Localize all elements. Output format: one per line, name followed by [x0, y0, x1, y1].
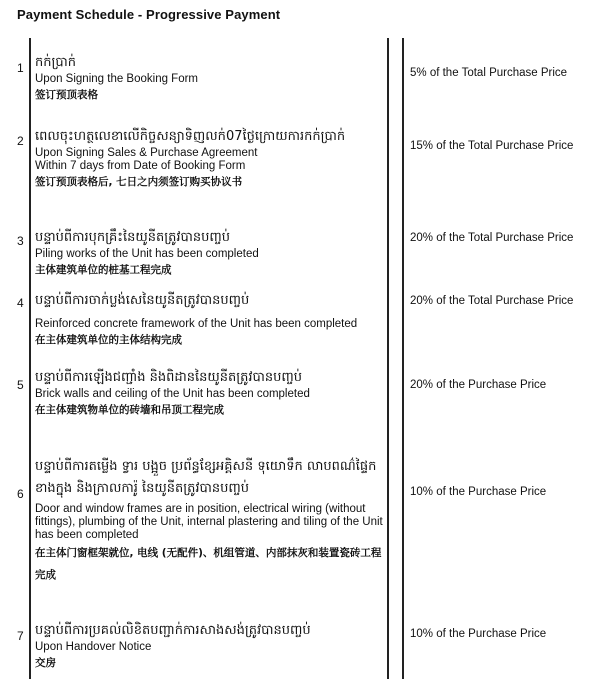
row-description — [35, 367, 385, 419]
english-text: Reinforced concrete framework of the Unit has been completed — [35, 318, 358, 330]
row-number: 6 — [17, 487, 24, 501]
khmer-text: បន្ទាប់ពីការប្រគល់លិខិតបញ្ជាក់ការសាងសង់ត្រូវបានបញ្ចប់ — [35, 623, 311, 638]
chinese-text: 在主体门窗框架就位, 电线 (无配件)、机组管道、内部抹灰和装置瓷砖工程完成 — [35, 547, 382, 581]
row-number: 2 — [17, 134, 24, 148]
row-number: 1 — [17, 61, 24, 75]
payment-rate: 20% of the Purchase Price — [410, 379, 547, 391]
table-divider-left — [29, 38, 31, 679]
english-text: Upon Signing Sales & Purchase Agreement Within 7 days from Date of Booking Form — [35, 147, 258, 172]
row-description — [35, 620, 385, 672]
khmer-text: បន្ទាប់ពីការបុកគ្រឹះនៃយូនីតត្រូវបានបញ្ចប់ — [35, 230, 230, 245]
chinese-text: 在主体建筑单位的主体结构完成 — [35, 334, 182, 346]
chinese-text: 签订预顶表格 — [35, 89, 98, 101]
payment-rate: 20% of the Total Purchase Price — [410, 295, 574, 307]
chinese-text: 在主体建筑物单位的砖墙和吊顶工程完成 — [35, 404, 224, 416]
english-text: Brick walls and ceiling of the Unit has been completed — [35, 388, 310, 400]
row-number: 4 — [17, 296, 24, 310]
page-title: Payment Schedule - Progressive Payment — [17, 7, 281, 22]
row-number: 3 — [17, 234, 24, 248]
khmer-text: បន្ទាប់ពីការចាក់ប្លង់សេនៃយូនីតត្រូវបានបញ្ចប់ — [35, 293, 250, 308]
row-description — [35, 456, 385, 586]
payment-rate: 10% of the Purchase Price — [410, 628, 547, 640]
chinese-text: 交房 — [35, 657, 56, 669]
row-description — [35, 126, 385, 191]
khmer-text: បន្ទាប់ពីការតម្លើង ទ្វារ បង្អួច ប្រព័ន្ធខ្សែអគ្គិសនី ទុយោទឹក លាបពណ៌ផ្ទៃកខាងក្នុង និងក្រាលការ៉ូ នៃយូនីតត្រូវបានបញ្ចប់ — [35, 459, 377, 496]
payment-rate: 5% of the Total Purchase Price — [410, 67, 568, 79]
row-number: 5 — [17, 378, 24, 392]
payment-rate: 20% of the Total Purchase Price — [410, 232, 574, 244]
payment-rate: 15% of the Total Purchase Price — [410, 140, 574, 152]
english-text: Upon Handover Notice — [35, 641, 152, 653]
table-divider-middle — [387, 38, 389, 679]
row-description — [35, 290, 385, 349]
english-text: Upon Signing the Booking Form — [35, 73, 199, 85]
english-text: Piling works of the Unit has been completed — [35, 248, 259, 260]
chinese-text: 签订预顶表格后, 七日之内须签订购买协议书 — [35, 176, 243, 188]
khmer-text: កក់ប្រាក់ — [35, 55, 77, 70]
khmer-text: បន្ទាប់ពីការឡើងជញ្ជាំង និងពិដាននៃយូនីតត្រូវបានបញ្ចប់ — [35, 370, 303, 385]
row-description — [35, 227, 385, 279]
english-text: Door and window frames are in position, electrical wiring (without fittings), plumbing of the Unit, internal plastering and tiling of the Unit has been completed — [35, 503, 383, 541]
row-number: 7 — [17, 629, 24, 643]
payment-rate: 10% of the Purchase Price — [410, 486, 547, 498]
table-divider-right — [402, 38, 404, 679]
khmer-text: ពេលចុះហត្ថលេខាលើកិច្ចសន្យាទិញលក់07ថ្ងៃក្រោយការកក់ប្រាក់ — [35, 129, 346, 144]
row-description — [35, 52, 385, 104]
chinese-text: 主体建筑单位的桩基工程完成 — [35, 264, 172, 276]
